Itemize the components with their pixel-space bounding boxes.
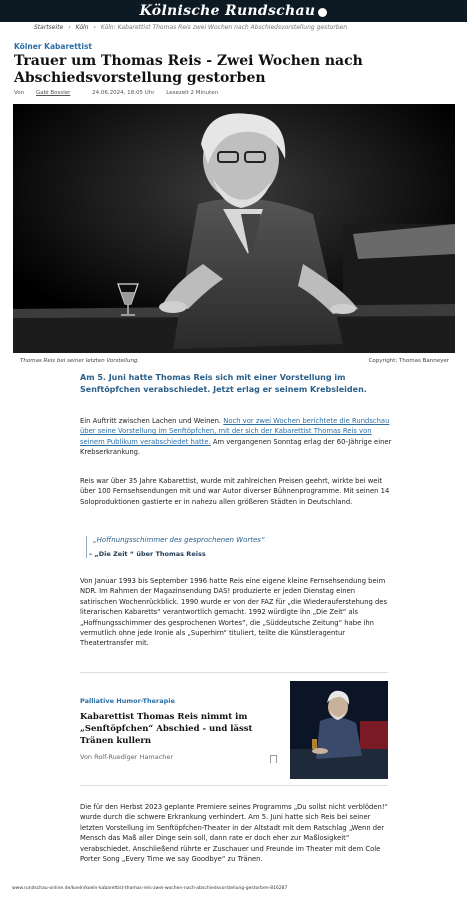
image-caption-row bbox=[20, 358, 449, 364]
article-headline: Trauer um Thomas Reis - Zwei Wochen nach Abschiedsvorstellung gestorben bbox=[14, 53, 363, 86]
paragraph-1-text: Ein Auftritt zwischen Lachen und Weinen. bbox=[80, 417, 224, 425]
related-article-teaser[interactable] bbox=[80, 672, 388, 786]
image-caption: Thomas Reis bei seiner letzten Vorstellung. bbox=[20, 358, 140, 364]
hero-image bbox=[13, 104, 455, 353]
brand-logo-mark-icon bbox=[318, 8, 327, 17]
bookmark-icon[interactable] bbox=[270, 755, 277, 763]
related-kicker: Palliative Humor-Therapie bbox=[80, 697, 175, 705]
paragraph-1 bbox=[80, 416, 393, 458]
pull-quote-text: „Hoffnungsschimmer des gesprochenen Wortes“ bbox=[93, 536, 265, 544]
breadcrumb-item-home[interactable]: Startseite bbox=[34, 24, 64, 31]
article-meta bbox=[14, 90, 228, 96]
breadcrumb-item-koeln[interactable]: Köln bbox=[75, 24, 89, 31]
chevron-right-icon: › bbox=[93, 24, 96, 31]
paragraph-1-text-end: Am vergangenen Sonntag erlag der 60-Jährige einer Krebserkrankung. bbox=[80, 437, 392, 457]
paragraph-3: Von Januar 1993 bis September 1996 hatte Reis eine eigene kleine Fernsehsendung beim NDR. Im Rahmen der Magazinsendung DAS! produzierte er jeden Dienstag einen satirischen Wochenrückblick. 1990 wurde er von der FAZ für „die Wiederauferstehung des literarischen Kabaretts“ verantwortlich gemacht. 1992 würdigte ihn „Die Zeit“ als „Hoffnungsschimmer des gesprochenen Wortes“, die „Süddeutsche Zeitung“ habe ihn vermutlich ohne jede Ironie als „Superhirn“ tituliert, teilte die Künstleragentur Theatertransfer mit. bbox=[80, 577, 388, 648]
related-thumbnail-photo bbox=[290, 681, 388, 779]
image-credit: Copyright: Thomas Banneyer bbox=[368, 358, 449, 364]
related-title[interactable]: Kabarettist Thomas Reis nimmt im „Senftöpfchen“ Abschied - und lässt Tränen kullern bbox=[80, 712, 253, 746]
chevron-right-icon: › bbox=[68, 24, 71, 31]
page-url: www.rundschau-online.de/koeln/koeln-kabarettist-thomas-reis-zwei-wochen-nach-abschiedsvorstellung-gestorben-816287 bbox=[12, 886, 288, 891]
byline bbox=[14, 90, 80, 96]
breadcrumb bbox=[34, 24, 457, 31]
pull-quote bbox=[86, 536, 393, 558]
related-article-link[interactable]: Noch vor zwei Wochen berichtete die Rundschau über seine Vorstellung im Senftöpfchen, mit der sich der Kabarettist Thomas Reis von seinem Publikum verabschiedet hatte. bbox=[80, 417, 390, 446]
article-kicker: Kölner Kabarettist bbox=[14, 42, 93, 51]
author-link[interactable]: Gabi Bossler bbox=[35, 90, 71, 96]
publish-date: 24.06.2024, 18:05 Uhr bbox=[92, 90, 155, 96]
brand-logo[interactable]: Kölnische Rundschau bbox=[139, 3, 316, 19]
pull-quote-source: – „Die Zeit “ über Thomas Reiss bbox=[89, 550, 206, 558]
performer-photo bbox=[13, 104, 455, 353]
paragraph-2: Reis war über 35 Jahre Kabarettist, wurde mit zahlreichen Preisen geehrt, wirkte bei weit über 100 Fernsehsendungen mit und war Autor diverser Bühnenprogramme. Mit seinen 14 Soloproduktionen gastierte er in nahezu allen größeren Städten in Deutschland. bbox=[80, 477, 390, 506]
breadcrumb-current: Köln: Kabarettist Thomas Reis zwei Wochen nach Abschiedsvorstellung gestorben bbox=[100, 24, 348, 31]
masthead bbox=[0, 0, 467, 22]
article-lead: Am 5. Juni hatte Thomas Reis sich mit einer Vorstellung im Senftöpfchen verabschiedet. Jetzt erlag er seinem Krebsleiden. bbox=[80, 373, 367, 394]
reading-time: Lesezeit 2 Minuten bbox=[166, 90, 219, 96]
paragraph-4: Die für den Herbst 2023 geplante Premiere seines Programms „Du sollst nicht verblöden!“ wurde durch die schwere Erkrankung verhindert. Am 5. Juni hatte sich Reis bei seiner letzten Vorstellung im Senftöpfchen-Theater in der Altstadt mit dem Ratschlag „Wenn der Mensch das Maß aller Dinge sein soll, dann rate er doch eher zur Maßlosigkeit“ verabschiedet. Anschließend rührte er Zuschauer und Freunde im Theater mit dem Cole Porter Song „Every Time we say Goodbye“ zu Tränen. bbox=[80, 803, 389, 864]
related-thumbnail[interactable] bbox=[290, 681, 388, 779]
related-author: Von Rolf-Ruediger Hamacher bbox=[80, 753, 174, 761]
byline-prefix: Von bbox=[14, 90, 25, 96]
